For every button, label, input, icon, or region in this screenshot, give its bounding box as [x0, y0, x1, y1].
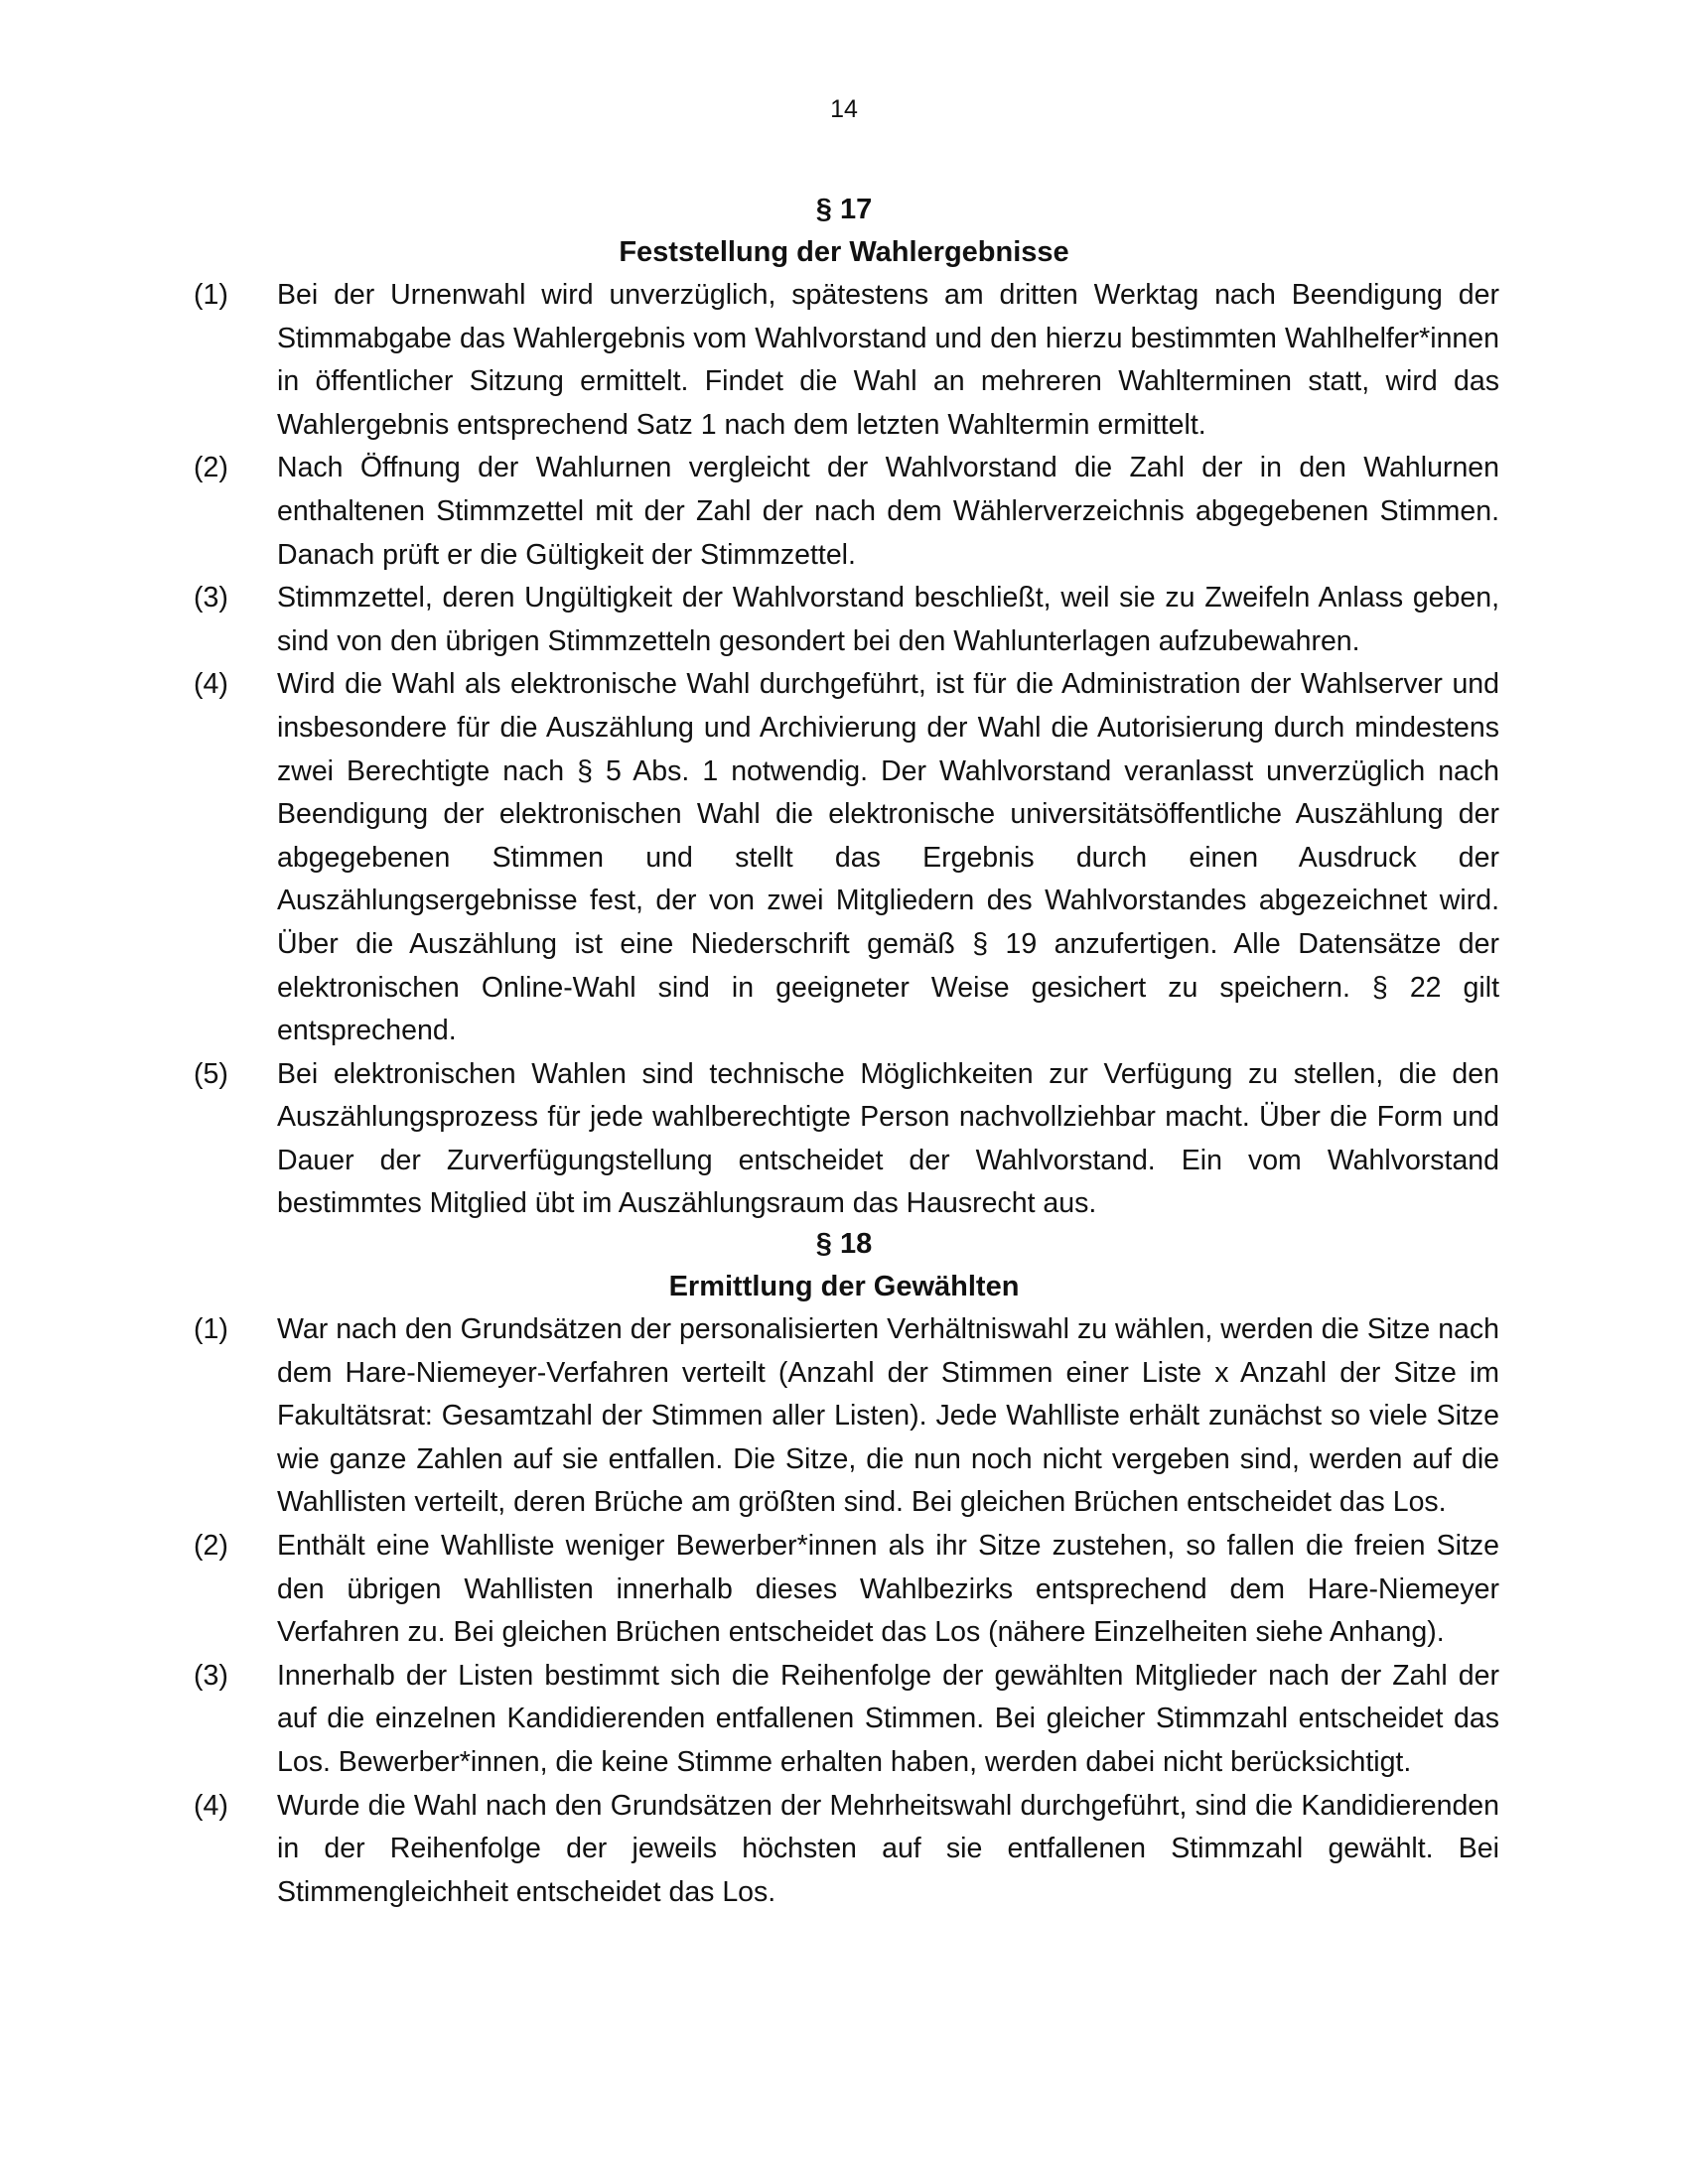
paragraph-number: (4): [194, 668, 228, 701]
paragraph-text: Bei elektronischen Wahlen sind technische Möglichkeiten zur Verfügung zu stellen, die den Auszählungsprozess für jede wahlberechtigte Person nachvollziehbar macht. Über die Form und Dauer der Zurverfügungstellung entscheidet der Wahlvorstand. Ein vom Wahlvorstand bestimmtes Mitglied übt im Auszählungsraum das Hausrecht aus.: [277, 1057, 1499, 1220]
page-number: 14: [830, 95, 858, 123]
paragraph-number: (2): [194, 452, 228, 484]
section-number: § 17: [815, 194, 873, 225]
paragraph: [189, 1785, 1499, 1915]
paragraph-number: (1): [194, 279, 228, 311]
paragraph-text: War nach den Grundsätzen der personalisierten Verhältniswahl zu wählen, werden die Sitze nach dem Hare-Niemeyer-Verfahren verteilt (Anzahl der Stimmen einer Liste x Anzahl der Sitze im Fakultätsrat: Gesamtzahl der Stimmen aller Listen). Jede Wahlliste erhält zunächst so viele Sitze wie ganze Zahlen auf sie entfallen. Die Sitze, die nun noch nicht vergeben sind, werden auf die Wahllisten verteilt, deren Brüche am größten sind. Bei gleichen Brüchen entscheidet das Los.: [277, 1313, 1499, 1519]
paragraph-number: (2): [194, 1529, 228, 1562]
paragraph-number: (1): [194, 1313, 228, 1345]
paragraph-text: Stimmzettel, deren Ungültigkeit der Wahlvorstand beschließt, weil sie zu Zweifeln Anlass geben, sind von den übrigen Stimmzetteln gesondert bei den Wahlunterlagen aufzubewahren.: [277, 582, 1499, 657]
paragraph-number: (5): [194, 1057, 228, 1090]
paragraph: [189, 274, 1499, 447]
paragraph: [189, 1525, 1499, 1655]
paragraph: [189, 1655, 1499, 1785]
paragraph-text: Wird die Wahl als elektronische Wahl durchgeführt, ist für die Administration der Wahlserver und insbesondere für die Auszählung und Archivierung der Wahl die Autorisierung durch mindestens zwei Berechtigte nach § 5 Abs. 1 notwendig. Der Wahlvorstand veranlasst unverzüglich nach Beendigung der elektronischen Wahl die elektronische universitätsöffentliche Auszählung der abgegebenen Stimmen und stellt das Ergebnis durch einen Ausdruck der Auszählungsergebnisse fest, der von zwei Mitgliedern des Wahlvorstandes abgezeichnet wird. Über die Auszählung ist eine Niederschrift gemäß § 19 anzufertigen. Alle Datensätze der elektronischen Online-Wahl sind in geeigneter Weise gesichert zu speichern. § 22 gilt entsprechend.: [277, 668, 1499, 1047]
paragraph-text: Enthält eine Wahlliste weniger Bewerber*innen als ihr Sitze zustehen, so fallen die freien Sitze den übrigen Wahllisten innerhalb dieses Wahlbezirks entsprechend dem Hare-Niemeyer Verfahren zu. Bei gleichen Brüchen entscheidet das Los (nähere Einzelheiten siehe Anhang).: [277, 1529, 1499, 1649]
section-title: Ermittlung der Gewählten: [668, 1271, 1020, 1302]
paragraph: [189, 1308, 1499, 1525]
paragraph-text: Bei der Urnenwahl wird unverzüglich, spätestens am dritten Werktag nach Beendigung der Stimmabgabe das Wahlergebnis vom Wahlvorstand und den hierzu bestimmten Wahlhelfer*innen in öffentlicher Sitzung ermittelt. Findet die Wahl an mehreren Wahlterminen statt, wird das Wahlergebnis entsprechend Satz 1 nach dem letzten Wahltermin ermittelt.: [277, 279, 1499, 441]
paragraph-number: (3): [194, 582, 228, 614]
paragraph-number: (3): [194, 1659, 228, 1692]
paragraph: [189, 663, 1499, 1052]
section-17: [189, 189, 1499, 1226]
section-18: [189, 1223, 1499, 1914]
section-number: § 18: [815, 1228, 873, 1260]
section-title: Feststellung der Wahlergebnisse: [619, 236, 1069, 268]
paragraph-text: Nach Öffnung der Wahlurnen vergleicht der Wahlvorstand die Zahl der in den Wahlurnen enthaltenen Stimmzettel mit der Zahl der nach dem Wählerverzeichnis abgegebenen Stimmen. Danach prüft er die Gültigkeit der Stimmzettel.: [277, 452, 1499, 571]
paragraph-number: (4): [194, 1789, 228, 1822]
paragraph-text: Wurde die Wahl nach den Grundsätzen der Mehrheitswahl durchgeführt, sind die Kandidierenden in der Reihenfolge der jeweils höchsten auf sie entfallenen Stimmzahl gewählt. Bei Stimmengleichheit entscheidet das Los.: [277, 1789, 1499, 1908]
paragraph: [189, 577, 1499, 663]
paragraph-text: Innerhalb der Listen bestimmt sich die Reihenfolge der gewählten Mitglieder nach der Zahl der auf die einzelnen Kandidierenden entfallenen Stimmen. Bei gleicher Stimmzahl entscheidet das Los. Bewerber*innen, die keine Stimme erhalten haben, werden dabei nicht berücksichtigt.: [277, 1659, 1499, 1778]
paragraph: [189, 1053, 1499, 1226]
paragraph: [189, 447, 1499, 577]
